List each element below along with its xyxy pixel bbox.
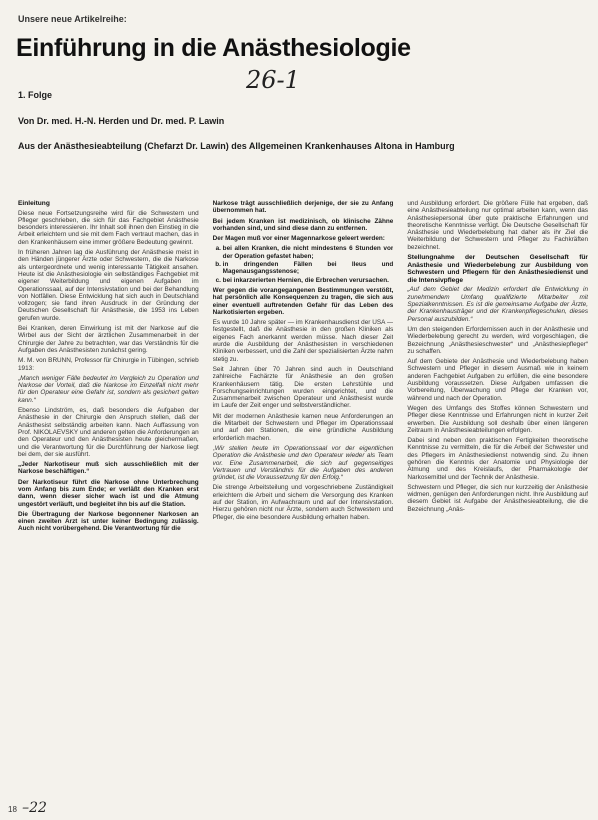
article-title: Einführung in die Anästhesiologie <box>16 34 411 62</box>
paragraph: Dabei sind neben den praktischen Fertigkeiten theoretische Kenntnisse zu vermitteln, die für die Arbeit der Schwester und des Pflegers im Anästhesiedienst notwendig sind. Zu ihnen gehören die Kenntnis der Anatomie und Physiologie der Atmung und des Kreislaufs, der Pharmakologie der Narkosemittel und der Technik der Anästhesie. <box>407 437 589 481</box>
article-body <box>18 200 588 796</box>
paragraph: Wegen des Umfangs des Stoffes können Schwestern und Pfleger diese Kenntnisse und Erfahrungen nicht in kurzer Zeit erwerben. Die Ausbildung soll deshalb über einen längeren Zeitraum in Anästhesieabteilungen erfolgen. <box>407 404 589 434</box>
series-kicker: Unsere neue Artikelreihe: <box>18 14 127 24</box>
list-item: c. bei inkarzerierten Hernien, die Erbrechen verursachen. <box>223 277 394 284</box>
section-heading: Stellungnahme der Deutschen Gesellschaft für Anästhesie und Wiederbelebung zur Ausbildung von Schwestern und Pflegern für den Anästhesiedienst und die Intensivpflege <box>407 254 589 284</box>
bold-paragraph: Bei jedem Kranken ist medizinisch, ob klinische Zähne vorhanden sind, und sind diese dann zu entfernen. <box>212 217 394 232</box>
page-number: 18 <box>8 805 17 814</box>
handwritten-annotation: 26-1 <box>246 66 300 94</box>
quotation: „Manch weniger Fälle bedeutet im Vergleich zu Operation und Narkose der Vorteil, daß die Narkose im Einzelfall nicht mehr für den Operateur eine Gefahr ist, sondern als gesichert gelten kann.“ <box>18 374 199 404</box>
paragraph: Es wurde 10 Jahre später — im Krankenhausdienst der USA — festgestellt, daß die Anästhesie in den großen Kliniken als eigenes Fach anerkannt werden müsse. Nach dieser Zeit wurde die Ausbildung der Anästhesisten in verschiedenen Kliniken verbessert, und die Zahl der spezialisierten Ärzte nahm stetig zu. <box>212 319 394 363</box>
quotation: „Wir stellen heute im Operationssaal vor der eigentlichen Operation die Anästhesie und den Operateur wieder als Team vor. Eine Zusammenarbeit, die sich auf gegenseitiges Vertrauen und Verständnis für die Aufgaben des anderen gründet, ist die Voraussetzung für den Erfolg.“ <box>212 444 394 482</box>
paragraph: Auf dem Gebiete der Anästhesie und Wiederbelebung haben Schwestern und Pfleger in diesem Ausmaß wie in keinem anderen Fachgebiet Aufgaben zu erfüllen, die eine besondere Ausbildung voraussetzen. Diese Aufgaben umfassen die Vorbereitung, Überwachung und Pflege der Kranken vor, während und nach der Operation. <box>407 358 589 402</box>
section-heading: Einleitung <box>18 200 50 207</box>
column-2 <box>213 200 394 796</box>
quotation: „Auf dem Gebiet der Medizin erfordert die Entwicklung in zunehmendem Umfang qualifizierte Mitarbeiter mit Spezialkenntnissen. Es ist die gemeinsame Aufgabe der Ärzte, der Krankenhausträger und der Krankenpflegeschulen, dieses Personal auszubilden.“ <box>407 286 589 323</box>
column-3 <box>407 200 588 796</box>
paragraph: M. M. von BRUNN, Professor für Chirurgie in Tübingen, schrieb 1913: <box>18 357 199 372</box>
paragraph: und Ausbildung erfordert. Die größere Fülle hat ergeben, daß eine Anästhesieabteilung nur optimal arbeiten kann, wenn das Anästhesiepersonal über gute praktische Erfahrungen und theoretische Kenntnisse verfügt. Die Deutsche Gesellschaft für Anästhesie und Wiederbelebung hat daher als ihr Ziel die Weiterbildung der Schwestern und Pfleger zu Fachkräften bezeichnet. <box>407 200 589 251</box>
paragraph: Seit Jahren über 70 Jahren sind auch in Deutschland zahlreiche Fachärzte für Anästhesie an den großen Krankenhäusern tätig. Die ersten Lehrstühle und Forschungseinrichtungen wurden eingerichtet, und die Zusammenarbeit zwischen Operateur und Anästhesist wurde im Laufe der Zeit enger und selbstverständlicher. <box>212 365 394 410</box>
author-line: Von Dr. med. H.-N. Herden und Dr. med. P. Lawin <box>18 116 225 126</box>
column-1 <box>18 200 199 796</box>
episode-label: 1. Folge <box>18 90 53 100</box>
paragraph: Um den steigenden Erfordernissen auch in der Anästhesie und Wiederbelebung gerecht zu werden, wird vorgeschlagen, die Bezeichnung „Anästhesieschwester“ und „Anästhesiepfleger“ zu schaffen. <box>407 325 589 355</box>
paragraph: Bei Kranken, deren Einwirkung ist mit der Narkose auf die Wirbel aus der Sicht der ärztlichen Zusammenarbeit in der Chirurgie der Jahre zu betrachten, war das Verständnis für die Aufgaben des Anästhesisten zunächst gering. <box>18 325 199 354</box>
bold-paragraph: Der Narkotiseur führt die Narkose ohne Unterbrechung vom Anfang bis zum Ende; er verläßt den Kranken erst dann, wenn dieser sicher wach ist und die Atmung ungestört verläuft, und begleitet ihn bis auf die Station. <box>18 478 199 508</box>
paragraph: Mit der modernen Anästhesie kamen neue Anforderungen an die Mitarbeit der Schwestern und Pfleger im Operationssaal und auf den Stationen, die eine gründliche Ausbildung erforderlich machen. <box>212 412 394 442</box>
list-item: a. bei allen Kranken, die nicht mindestens 6 Stunden vor der Operation gefastet haben; <box>223 245 394 260</box>
handwritten-page-note: –22 <box>22 800 47 816</box>
list-item: b. in dringenden Fällen bei Ileus und Magenausgangsstenose; <box>223 261 394 276</box>
paragraph: Schwestern und Pfleger, die sich nur kurzzeitig der Anästhesie widmen, genügen den Anforderungen nicht. Ihre Ausbildung auf diesem Gebiet ist Aufgabe der Anästhesieabteilung, die die Bezeichnung „Anäs- <box>407 483 589 513</box>
paragraph: In früheren Jahren lag die Ausführung der Anästhesie meist in den Händen jüngerer Ärzte oder Schwestern, die die Narkose als untergeordnete und wenig interessante Tätigkeit ansahen. Heute ist die Anästhesiologie ein selbständiges Fachgebiet mit eigener Weiterbildung und eigenen Aufgaben im Operationssaal, auf der Intensivstation und bei der Behandlung von Notfällen. Diese Entwicklung hat sich auch in Deutschland vollzogen; sie fand ihren Ausdruck in der Gründung der Deutschen Gesellschaft für Anästhesie, die 1953 ins Leben gerufen wurde. <box>18 249 199 322</box>
affiliation-line: Aus der Anästhesieabteilung (Chefarzt Dr. Lawin) des Allgemeinen Krankenhauses Altona in Hamburg <box>18 141 455 151</box>
bold-paragraph: Wer gegen die vorangegangenen Bestimmungen verstößt, hat persönlich alle Konsequenzen zu tragen, die sich aus einer eventuell auftretenden Gefahr für das Leben des Narkotisierten ergeben. <box>212 286 394 316</box>
paragraph: Diese neue Fortsetzungsreihe wird für die Schwestern und Pfleger geschrieben, die sich für das Fachgebiet Anästhesie besonders interessieren. Ihr Inhalt soll ihnen den Einstieg in die Arbeit erleichtern und sie mit dem Fach vertraut machen, das in den Krankenhäusern eine immer größere Bedeutung gewinnt. <box>18 209 199 246</box>
paragraph: Ebenso Lindström, es, daß besonders die Aufgaben der Anästhesie in der Chirurgie den Anspruch stellen, daß der Anästhesist selbständig arbeiten kann. Nach Auffassung von Prof. NIKOLAEVSKY und anderen gelten die Anforderungen an den Operateur und den Anästhesisten heute gleichermaßen, und die Verantwortung für die Durchführung der Narkose liegt bei dem, der sie ausführt. <box>18 407 199 458</box>
page-footer <box>8 800 47 816</box>
bold-quotation: „Jeder Narkotiseur muß sich ausschließlich mit der Narkose beschäftigen.“ <box>18 461 199 476</box>
bold-paragraph: Die Übertragung der Narkose begonnener Narkosen an einen zweiten Arzt ist unter keiner Bedingung zulässig. Auch nicht vorübergehend. Die Verantwortung für die <box>18 510 199 533</box>
condition-list <box>213 245 394 283</box>
bold-paragraph: Der Magen muß vor einer Magennarkose geleert werden: <box>212 235 385 243</box>
paragraph: Die strenge Arbeitsteilung und vorgeschriebene Zuständigkeit erleichtern die Arbeit und sichern die Versorgung des Kranken auf der Station, im Aufwachraum und auf der Intensivstation. Hierzu gehören nicht nur Ärzte, sondern auch Schwestern und Pfleger, die eine besondere Ausbildung erhalten haben. <box>212 484 394 521</box>
bold-paragraph: Narkose trägt ausschließlich derjenige, der sie zu Anfang übernommen hat. <box>212 200 394 215</box>
